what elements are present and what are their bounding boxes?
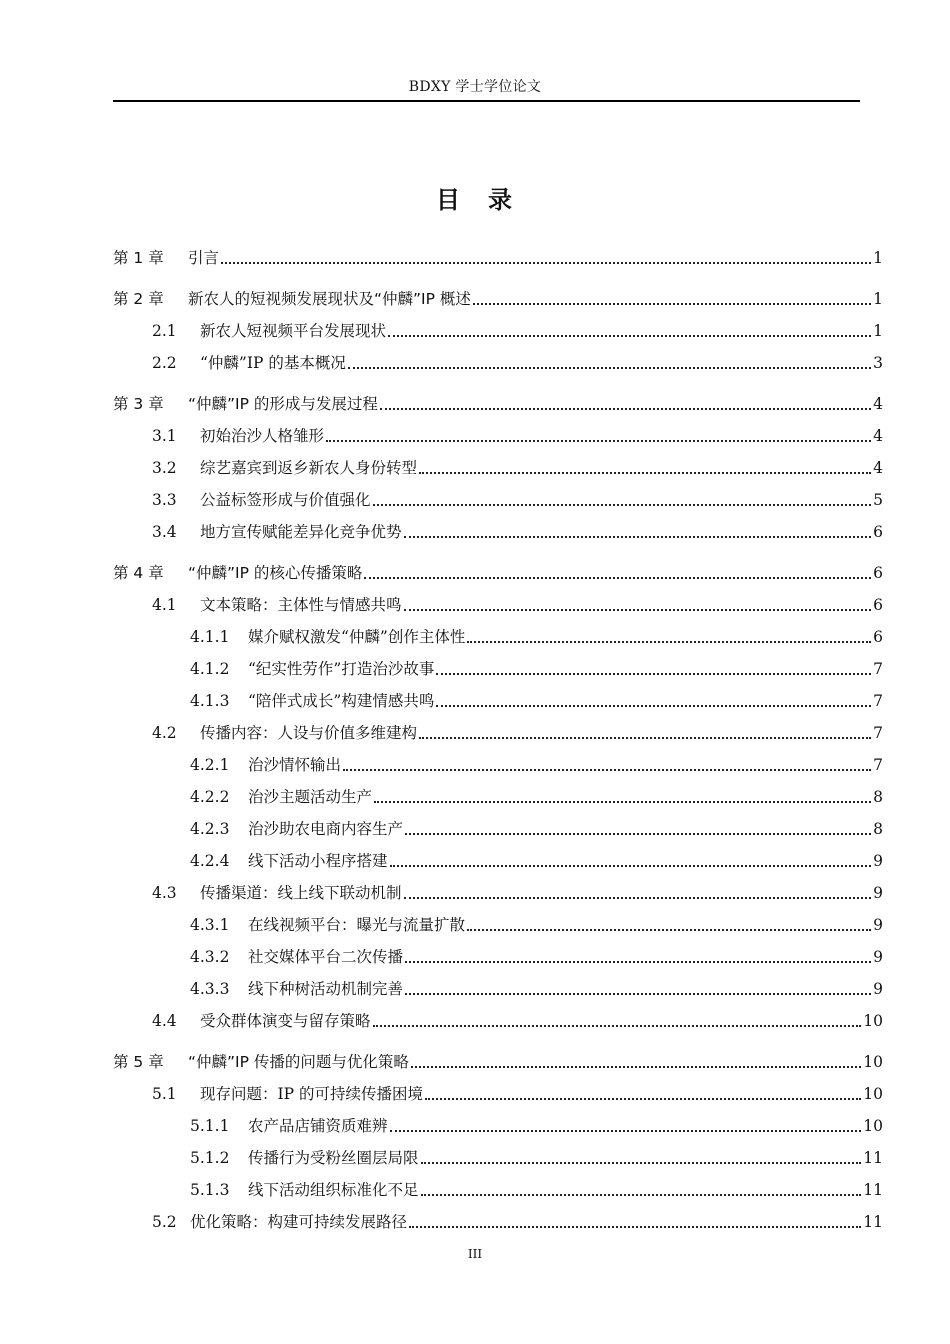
toc-entry-number: 4.3.2	[190, 948, 230, 966]
toc-entry-page: 3	[873, 354, 883, 372]
toc-dot-leader	[221, 262, 871, 264]
toc-dot-leader	[405, 833, 871, 835]
toc-entry-number: 4.1.2	[190, 660, 230, 678]
toc-entry-page: 9	[873, 980, 883, 998]
toc-entry-page: 10	[863, 1117, 883, 1135]
toc-entry-title: “仲麟”IP 的形成与发展过程	[188, 395, 378, 413]
page-number: III	[467, 1247, 483, 1261]
toc-entry-page: 7	[873, 660, 883, 678]
toc-dot-leader	[473, 303, 871, 305]
toc-entry[interactable]	[190, 689, 883, 713]
toc-entry-number: 3.4	[152, 523, 177, 541]
toc-dot-leader	[404, 536, 872, 538]
toc-dot-leader	[405, 993, 871, 995]
toc-entry-number: 4.2	[152, 724, 177, 742]
toc-entry-title: 初始治沙人格雏形	[200, 427, 325, 445]
toc-entry-page: 10	[863, 1085, 883, 1103]
toc-entry[interactable]	[152, 319, 883, 343]
toc-dot-leader	[374, 801, 871, 803]
toc-entry-title: 地方宣传赋能差异化竞争优势	[200, 523, 402, 541]
toc-entry[interactable]	[113, 392, 883, 416]
toc-entry[interactable]	[152, 456, 883, 480]
toc-entry-title: 传播行为受粉丝圈层局限	[248, 1149, 419, 1167]
toc-title: 目 录	[436, 186, 514, 214]
toc-dot-leader	[343, 769, 871, 771]
toc-entry-page: 5	[873, 491, 883, 509]
toc-entry-title: 治沙助农电商内容生产	[248, 820, 404, 838]
toc-entry-number: 第 5 章	[113, 1053, 164, 1071]
toc-entry[interactable]	[190, 849, 883, 873]
toc-entry-number: 4.1.3	[190, 692, 230, 710]
toc-entry-page: 1	[873, 249, 883, 267]
toc-dot-leader	[364, 577, 871, 579]
toc-entry[interactable]	[152, 520, 883, 544]
toc-entry-page: 1	[873, 290, 883, 308]
toc-entry[interactable]	[152, 881, 883, 905]
toc-entry-title: 文本策略：主体性与情感共鸣	[200, 596, 402, 614]
toc-entry-page: 9	[873, 916, 883, 934]
toc-entry-number: 4.3.1	[190, 916, 230, 934]
toc-entry[interactable]	[190, 753, 883, 777]
toc-entry[interactable]	[190, 817, 883, 841]
toc-entry-number: 第 4 章	[113, 564, 164, 582]
toc-entry-title: 治沙情怀输出	[248, 756, 342, 774]
toc-dot-leader	[404, 609, 872, 611]
toc-dot-leader	[388, 335, 871, 337]
toc-dot-leader	[380, 408, 871, 410]
toc-entry-title: “纪实性劳作”打造治沙故事	[248, 660, 435, 678]
toc-entry-number: 第 2 章	[113, 290, 164, 308]
toc-entry-number: 4.3.3	[190, 980, 230, 998]
toc-entry-title: 传播内容：人设与价值多维建构	[200, 724, 418, 742]
toc-entry-page: 9	[873, 884, 883, 902]
toc-dot-leader	[436, 705, 871, 707]
toc-dot-leader	[419, 737, 871, 739]
toc-entry[interactable]	[190, 945, 883, 969]
toc-entry-page: 11	[863, 1149, 883, 1167]
toc-entry-number: 3.1	[152, 427, 177, 445]
toc-entry-page: 10	[863, 1012, 883, 1030]
toc-entry-page: 6	[873, 523, 883, 541]
toc-entry[interactable]	[190, 1146, 883, 1170]
toc-entry-title: 线下种树活动机制完善	[248, 980, 404, 998]
toc-dot-leader	[421, 1194, 862, 1196]
toc-dot-leader	[467, 929, 871, 931]
toc-entry-title: 传播渠道：线上线下联动机制	[200, 884, 402, 902]
toc-entry[interactable]	[113, 246, 883, 270]
toc-dot-leader	[411, 1066, 861, 1068]
toc-entry[interactable]	[152, 1082, 883, 1106]
toc-entry[interactable]	[190, 1178, 883, 1202]
toc-entry[interactable]	[152, 351, 883, 375]
toc-entry-title: “仲麟”IP 的核心传播策略	[188, 564, 363, 582]
toc-entry-number: 5.2	[152, 1213, 177, 1231]
toc-dot-leader	[348, 367, 871, 369]
toc-entry-title: 线下活动小程序搭建	[248, 852, 388, 870]
toc-entry-title: 优化策略：构建可持续发展路径	[190, 1213, 408, 1231]
toc-dot-leader	[373, 1025, 862, 1027]
toc-entry[interactable]	[190, 625, 883, 649]
toc-entry[interactable]	[190, 913, 883, 937]
toc-entry-number: 第 3 章	[113, 395, 164, 413]
toc-entry-number: 4.2.4	[190, 852, 230, 870]
toc-entry-number: 5.1	[152, 1085, 177, 1103]
toc-dot-leader	[405, 961, 871, 963]
toc-dot-leader	[390, 1130, 862, 1132]
toc-entry-page: 9	[873, 948, 883, 966]
toc-entry[interactable]	[152, 424, 883, 448]
toc-entry-page: 7	[873, 692, 883, 710]
toc-entry[interactable]	[152, 1210, 883, 1234]
toc-entry-title: 农产品店铺资质难辨	[248, 1117, 388, 1135]
toc-entry-title: 新农人短视频平台发展现状	[200, 322, 387, 340]
toc-entry-page: 8	[873, 820, 883, 838]
toc-dot-leader	[409, 1226, 861, 1228]
toc-entry-title: 线下活动组织标准化不足	[248, 1181, 419, 1199]
toc-entry-title: 公益标签形成与价值强化	[200, 491, 371, 509]
toc-entry-page: 11	[863, 1181, 883, 1199]
toc-entry[interactable]	[190, 1114, 883, 1138]
toc-entry-number: 4.1	[152, 596, 177, 614]
toc-entry-number: 4.2.2	[190, 788, 230, 806]
toc-entry-title: 媒介赋权激发“仲麟”创作主体性	[248, 628, 466, 646]
toc-entry-page: 6	[873, 628, 883, 646]
toc-entry[interactable]	[152, 1009, 883, 1033]
toc-entry-number: 2.2	[152, 354, 177, 372]
toc-entry-page: 4	[873, 459, 883, 477]
toc-entry[interactable]	[113, 561, 883, 585]
toc-entry-number: 4.1.1	[190, 628, 230, 646]
toc-entry-number: 5.1.1	[190, 1117, 230, 1135]
toc-entry-title: 引言	[188, 249, 220, 267]
toc-entry-number: 5.1.3	[190, 1181, 230, 1199]
toc-entry-page: 4	[873, 395, 883, 413]
toc-dot-leader	[404, 897, 872, 899]
toc-entry-number: 4.4	[152, 1012, 177, 1030]
toc-entry-title: 现存问题：IP 的可持续传播困境	[200, 1085, 423, 1103]
toc-entry-title: 受众群体演变与留存策略	[200, 1012, 371, 1030]
toc-entry-title: 社交媒体平台二次传播	[248, 948, 404, 966]
toc-dot-leader	[373, 504, 872, 506]
toc-dot-leader	[390, 865, 872, 867]
toc-entry-title: 治沙主题活动生产	[248, 788, 373, 806]
running-header: BDXY 学士学位论文	[408, 79, 542, 95]
toc-entry[interactable]	[152, 593, 883, 617]
toc-entry-page: 4	[873, 427, 883, 445]
toc-entry-title: 综艺嘉宾到返乡新农人身份转型	[200, 459, 418, 477]
toc-entry-title: “陪伴式成长”构建情感共鸣	[248, 692, 435, 710]
toc-entry-page: 7	[873, 756, 883, 774]
toc-dot-leader	[436, 673, 871, 675]
toc-dot-leader	[419, 472, 871, 474]
toc-entry[interactable]	[152, 721, 883, 745]
toc-entry[interactable]	[113, 287, 883, 311]
toc-entry-page: 11	[863, 1213, 883, 1231]
toc-entry-number: 4.3	[152, 884, 177, 902]
toc-entry-number: 5.1.2	[190, 1149, 230, 1167]
toc-dot-leader	[421, 1162, 862, 1164]
toc-dot-leader	[425, 1098, 861, 1100]
toc-entry-page: 1	[873, 322, 883, 340]
toc-entry-title: “仲麟”IP 的基本概况	[200, 354, 346, 372]
toc-dot-leader	[326, 440, 871, 442]
toc-entry-title: 新农人的短视频发展现状及“仲麟”IP 概述	[188, 290, 471, 308]
toc-entry-number: 3.2	[152, 459, 177, 477]
toc-entry-page: 7	[873, 724, 883, 742]
toc-entry-title: “仲麟”IP 传播的问题与优化策略	[188, 1053, 409, 1071]
toc-entry[interactable]	[113, 1050, 883, 1074]
toc-entry-number: 3.3	[152, 491, 177, 509]
toc-entry-number: 4.2.1	[190, 756, 230, 774]
toc-dot-leader	[467, 641, 871, 643]
toc-entry-page: 10	[863, 1053, 883, 1071]
toc-entry[interactable]	[190, 977, 883, 1001]
toc-entry-number: 2.1	[152, 322, 177, 340]
toc-entry-number: 4.2.3	[190, 820, 230, 838]
toc-entry-page: 6	[873, 564, 883, 582]
toc-entry[interactable]	[190, 785, 883, 809]
toc-entry[interactable]	[152, 488, 883, 512]
toc-entry[interactable]	[190, 657, 883, 681]
toc-entry-number: 第 1 章	[113, 249, 164, 267]
toc-entry-page: 6	[873, 596, 883, 614]
toc-entry-page: 9	[873, 852, 883, 870]
toc-entry-title: 在线视频平台：曝光与流量扩散	[248, 916, 466, 934]
toc-entry-page: 8	[873, 788, 883, 806]
